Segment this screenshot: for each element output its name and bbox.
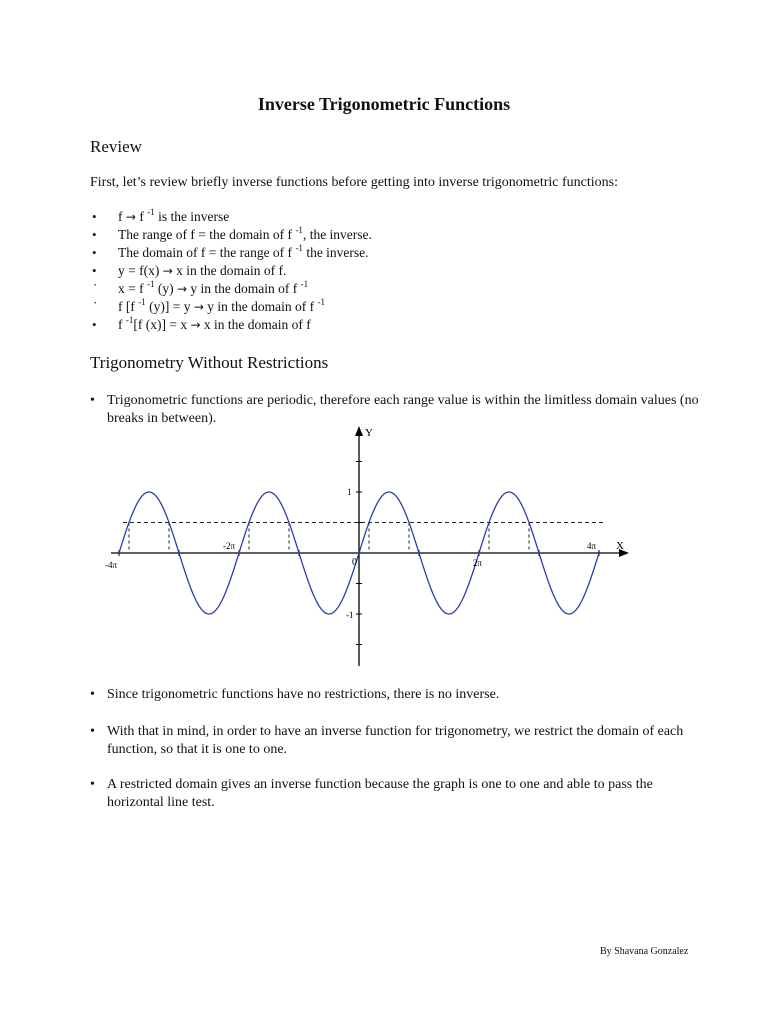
list-item: • f → f $^{-1}$ is the inverse: [118, 208, 372, 226]
y-tick-label: 1: [347, 487, 352, 497]
bullet-no-inverse: • Since trigonometric functions have no restrictions, there is no inverse.: [90, 687, 500, 702]
inverse-properties-list: [118, 208, 372, 334]
x-axis-label: X: [615, 540, 624, 552]
right-arrow-icon: →: [176, 282, 188, 296]
author-byline: By Shavana Gonzalez: [600, 946, 689, 957]
list-item: • f $^{-1}$[f (x)] = x → x in the domain of f: [118, 316, 372, 334]
x-tick-label: -4π: [105, 560, 118, 570]
review-heading: Review: [90, 137, 142, 156]
sine-graph: [88, 427, 638, 674]
list-item: · f [f $^{-1}$ (y)] = y → y in the domain of f $^{-1}$: [118, 298, 372, 316]
y-axis-label: Y: [365, 427, 373, 440]
right-arrow-icon: →: [190, 318, 201, 332]
x-tick-label: 0: [352, 557, 357, 568]
list-item: • y = f(x) → x in the domain of f.: [118, 262, 372, 280]
bullet-periodic: • Trigonometric functions are periodic, therefore each range value is within the limitless domain values (no breaks in between).: [90, 393, 699, 426]
bullet-restrict-domain: • With that in mind, in order to have an inverse function for trigonometry, we restrict the domain of each function, so that it is one to one.: [90, 724, 684, 757]
list-item: • The domain of f = the range of f $^{-1}$ the inverse.: [118, 244, 372, 262]
y-tick-label: -1: [346, 610, 354, 620]
right-arrow-icon: →: [193, 300, 204, 314]
x-tick-label: 2π: [473, 558, 483, 568]
trig-heading: Trigonometry Without Restrictions: [90, 353, 329, 372]
x-tick-label: -2π: [223, 541, 236, 551]
list-item: • The range of f = the domain of f $^{-1}$, the inverse.: [118, 226, 372, 244]
x-tick-label: 4π: [587, 541, 597, 551]
right-arrow-icon: →: [125, 210, 136, 224]
right-arrow-icon: →: [162, 264, 173, 278]
review-intro: First, let’s review briefly inverse functions before getting into inverse trigonometric functions:: [90, 175, 618, 190]
bullet-horizontal-line-test: • A restricted domain gives an inverse function because the graph is one to one and able to pass the horizontal line test.: [90, 777, 653, 810]
list-item: · x = f $^{-1}$ (y) → y in the domain of f $^{-1}$: [118, 280, 372, 298]
page-title: Inverse Trigonometric Functions: [257, 94, 511, 114]
